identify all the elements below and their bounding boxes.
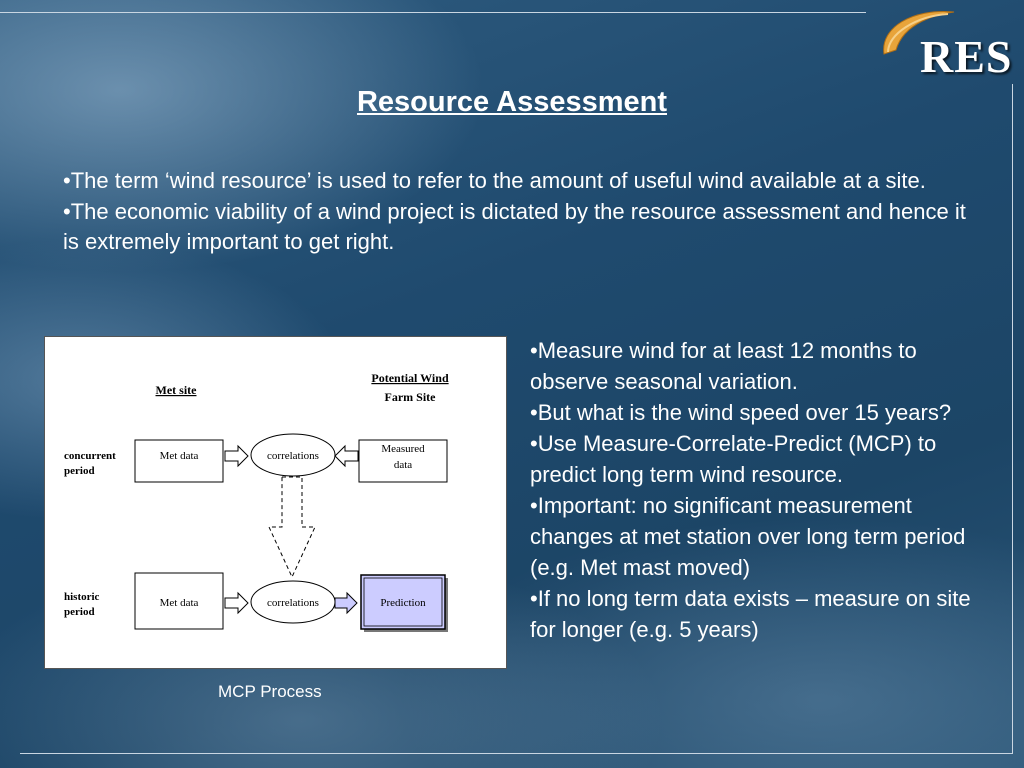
intro-bullets [63, 166, 983, 258]
frame-line-bottom [20, 753, 1013, 754]
res-logo [876, 6, 1016, 82]
arrow-left-top [335, 446, 358, 466]
arrow-right-top [225, 446, 248, 466]
arrow-right-bottom-right [335, 593, 357, 613]
concurrent-label-line2: period [64, 465, 95, 477]
historic-label-line1: historic [64, 591, 100, 603]
correlations-label-bottom: correlations [267, 597, 319, 609]
potential-heading-line2: Farm Site [384, 390, 436, 404]
dashed-down-arrow [269, 477, 315, 577]
historic-label-line2: period [64, 606, 95, 618]
logo-text: RES [920, 31, 1013, 82]
side-bullet: •Use Measure-Correlate-Predict (MCP) to predict long term wind resource. [530, 431, 937, 487]
side-bullet: •But what is the wind speed over 15 years? [530, 400, 952, 425]
measured-label-line1: Measured [381, 443, 425, 455]
side-bullets [530, 335, 990, 645]
measured-label-line2: data [393, 459, 413, 471]
met-site-heading: Met site [155, 383, 197, 397]
met-data-label-bottom: Met data [159, 597, 199, 609]
slide-title: Resource Assessment [356, 86, 668, 118]
correlations-label-top: correlations [267, 450, 319, 462]
frame-line-top [0, 12, 866, 13]
intro-bullet: •The term ‘wind resource’ is used to refer to the amount of useful wind available at a site. [63, 168, 926, 193]
mcp-diagram [44, 336, 507, 669]
side-bullet: •Measure wind for at least 12 months to observe seasonal variation. [530, 338, 917, 394]
side-bullet: •Important: no significant measurement changes at met station over long term period (e.g. Met mast moved) [530, 493, 966, 580]
concurrent-label-line1: concurrent [64, 450, 116, 462]
arrow-right-bottom-left [225, 593, 248, 613]
met-data-label-top: Met data [159, 450, 199, 462]
prediction-label: Prediction [380, 597, 426, 609]
frame-line-right [1012, 84, 1013, 754]
potential-heading-line1: Potential Wind [371, 371, 449, 385]
side-bullet: •If no long term data exists – measure on site for longer (e.g. 5 years) [530, 586, 971, 642]
intro-bullet: •The economic viability of a wind project is dictated by the resource assessment and hence it is extremely important to get right. [63, 198, 966, 254]
diagram-caption: MCP Process [218, 682, 322, 701]
